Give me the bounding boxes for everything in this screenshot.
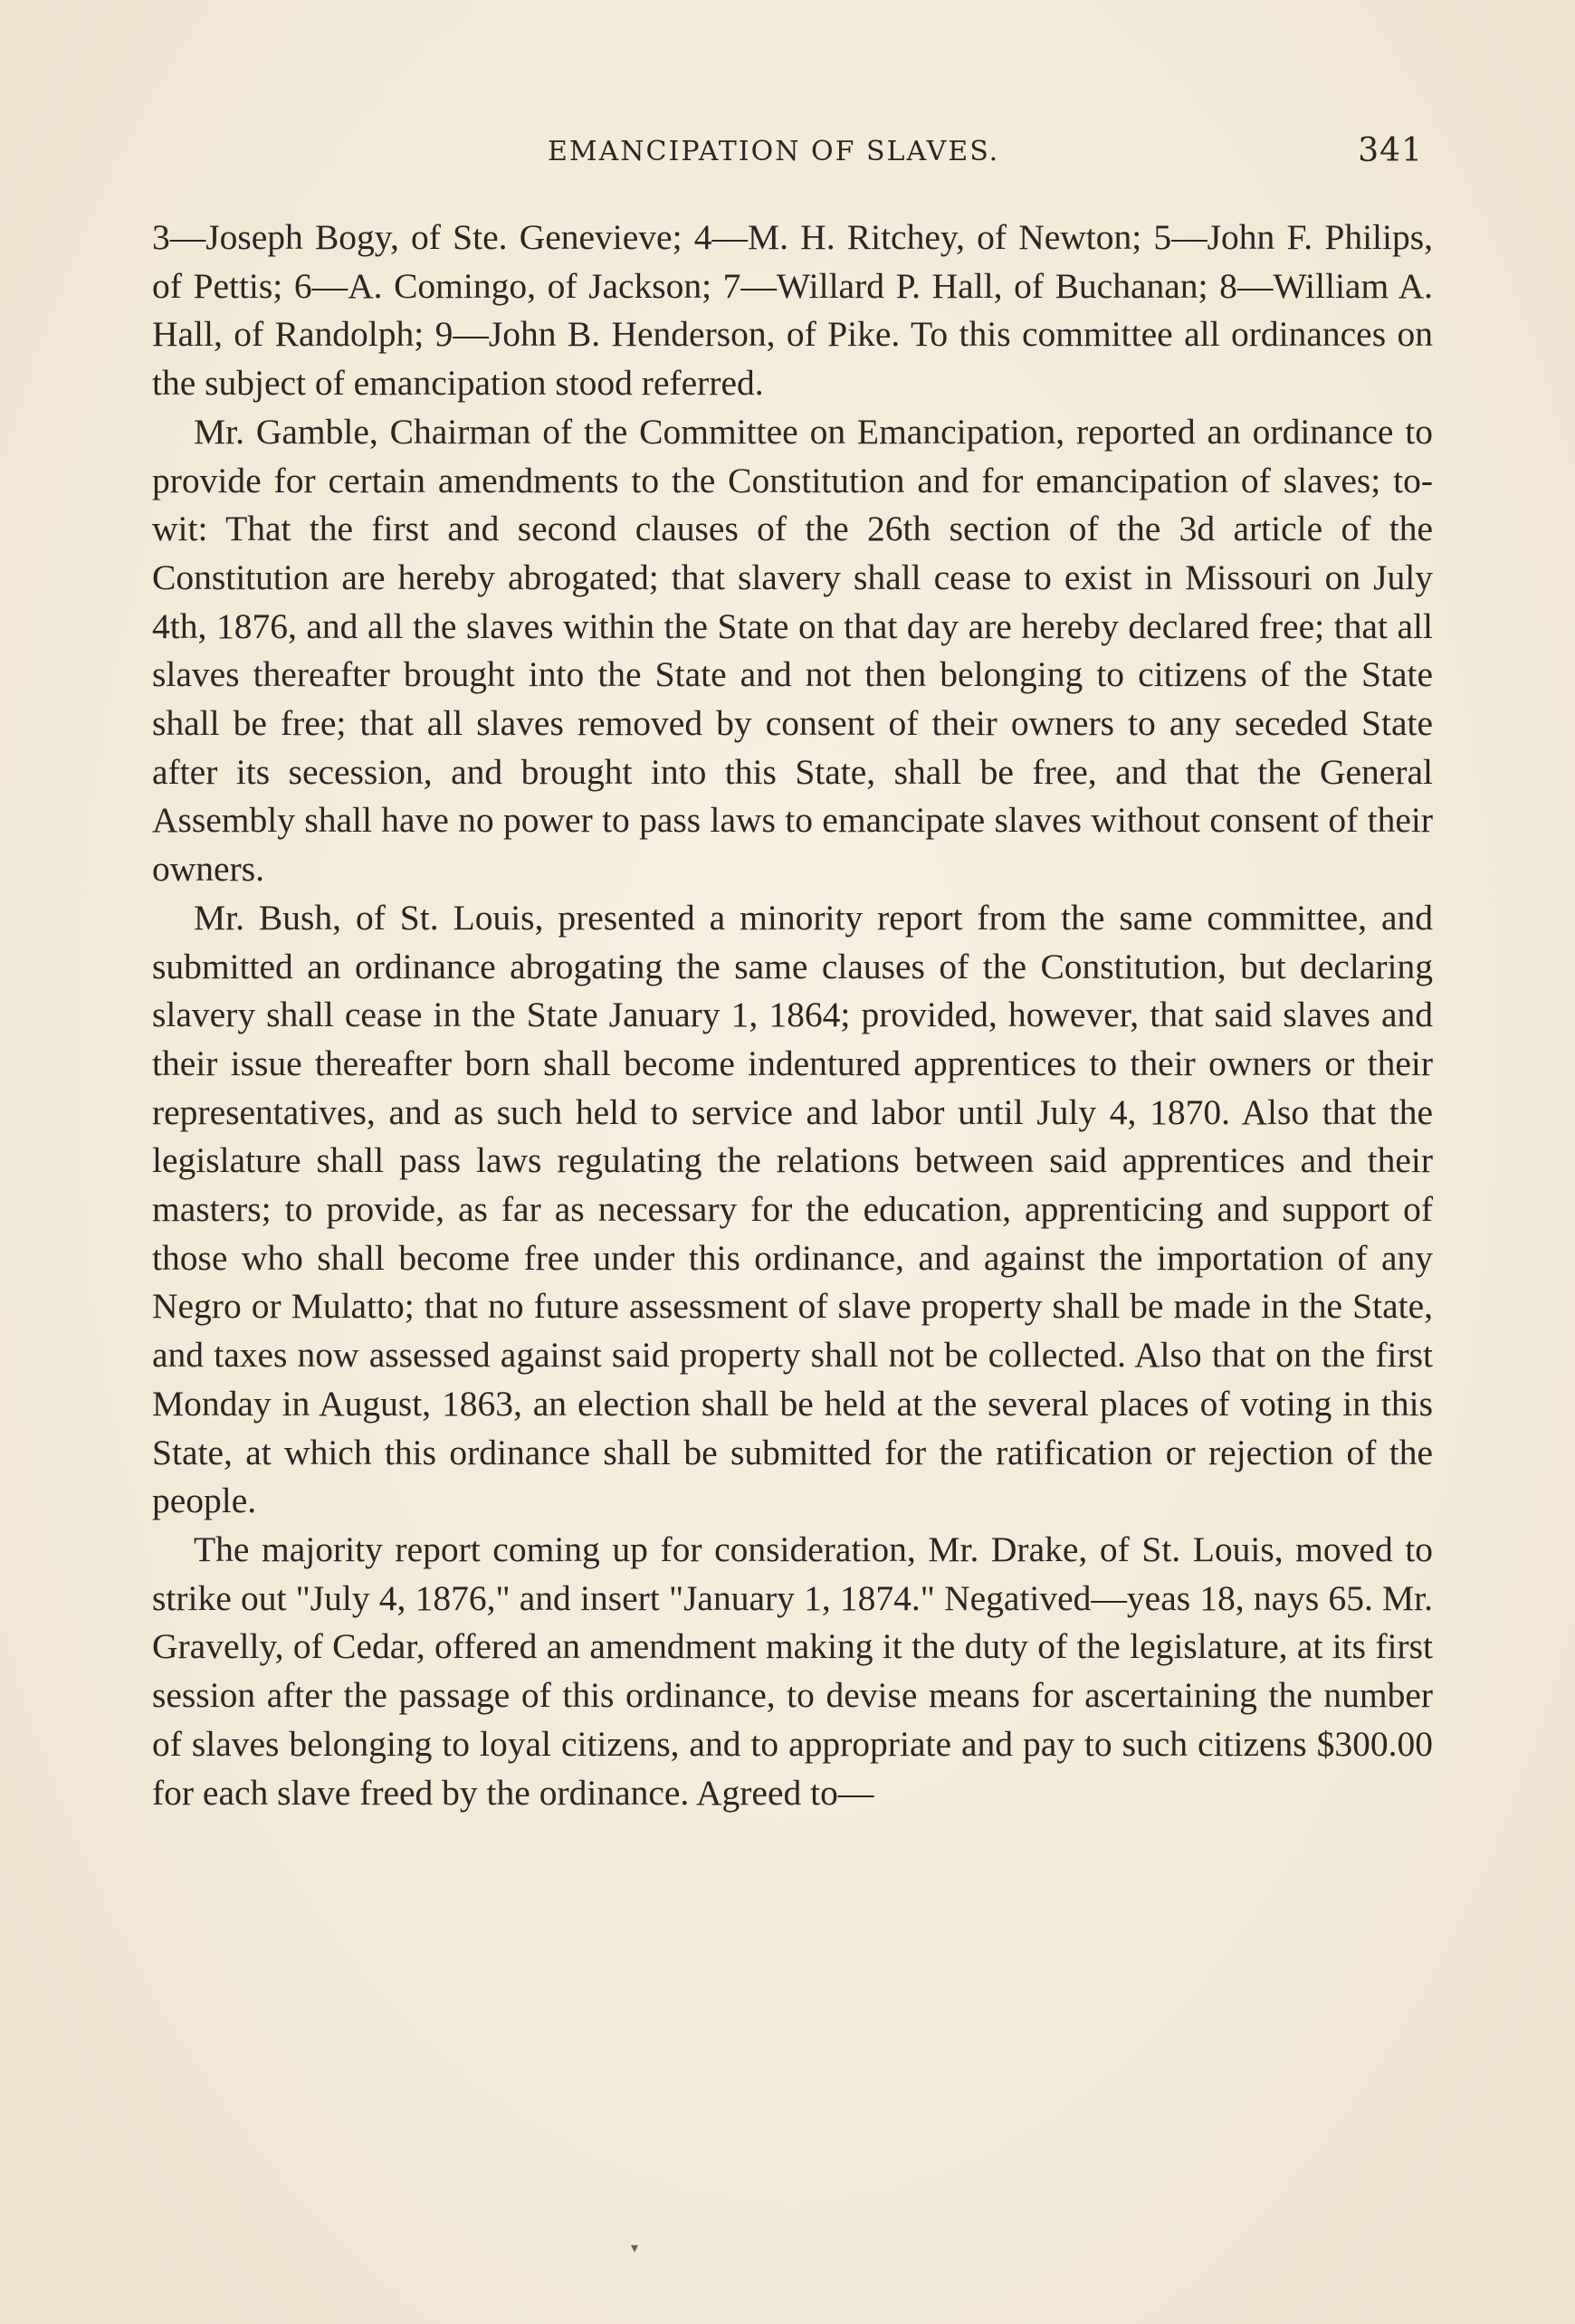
page-number: 341: [1358, 132, 1423, 169]
running-head: EMANCIPATION OF SLAVES.: [548, 136, 1000, 167]
paragraph-majority-report: Mr. Gamble, Chairman of the Committee on Emancipation, reported an ordinance to provide for certain amendments to the Constitution and for emancipation of slaves; to-wit: That the first and second clauses of the 26th section of the 3d article of the Constitution are hereby abrogated; that slavery shall cease to exist in Missouri on July 4th, 1876, and all the slaves within the State on that day are hereby declared free; that all slaves thereafter brought into the State and not then belonging to citizens of the State shall be free; that all slaves removed by consent of their owners to any seceded State after its secession, and brought into this State, shall be free, and that the General Assembly shall have no power to pass laws to emancipate slaves without consent of their owners.: [152, 411, 1433, 890]
body-text: [152, 214, 1433, 1817]
footer-mark: ▾: [631, 2239, 639, 2256]
paragraph-minority-report: Mr. Bush, of St. Louis, presented a minority report from the same committee, and submitted an ordinance abrogating the same clauses of the Constitution, but declaring slavery shall cease in the State January 1, 1864; provided, however, that said slaves and their issue thereafter born shall become indentured apprentices to their owners or their representatives, and as such held to service and labor until July 4, 1870. Also that the legislature shall pass laws regulating the relations between said apprentices and their masters; to provide, as far as necessary for the education, apprenticing and support of those who shall become free under this ordinance, and against the importation of any Negro or Mulatto; that no future assessment of slave property shall be made in the State, and taxes now assessed against said property shall not be collected. Also that on the first Monday in August, 1863, an election shall be held at the several places of voting in this State, at which this ordinance shall be submitted for the ratification or rejection of the people.: [152, 897, 1433, 1521]
paragraph-consideration: The majority report coming up for consideration, Mr. Drake, of St. Louis, moved to strike out "July 4, 1876," and insert "January 1, 1874." Negatived—yeas 18, nays 65. Mr. Gravelly, of Cedar, offered an amendment making it the duty of the legislature, at its first session after the passage of this ordinance, to devise means for ascertaining the number of slaves belonging to loyal citizens, and to appropriate and pay to such citizens $300.00 for each slave freed by the ordinance. Agreed to—: [152, 1529, 1433, 1813]
page-header: [154, 132, 1430, 177]
paragraph-committee-list: 3—Joseph Bogy, of Ste. Genevieve; 4—M. H. Ritchey, of Newton; 5—John F. Philips, of Pettis; 6—A. Comingo, of Jackson; 7—Willard P. Hall, of Buchanan; 8—William A. Hall, of Randolph; 9—John B. Henderson, of Pike. To this committee all ordinances on the subject of emancipation stood referred.: [152, 217, 1433, 404]
